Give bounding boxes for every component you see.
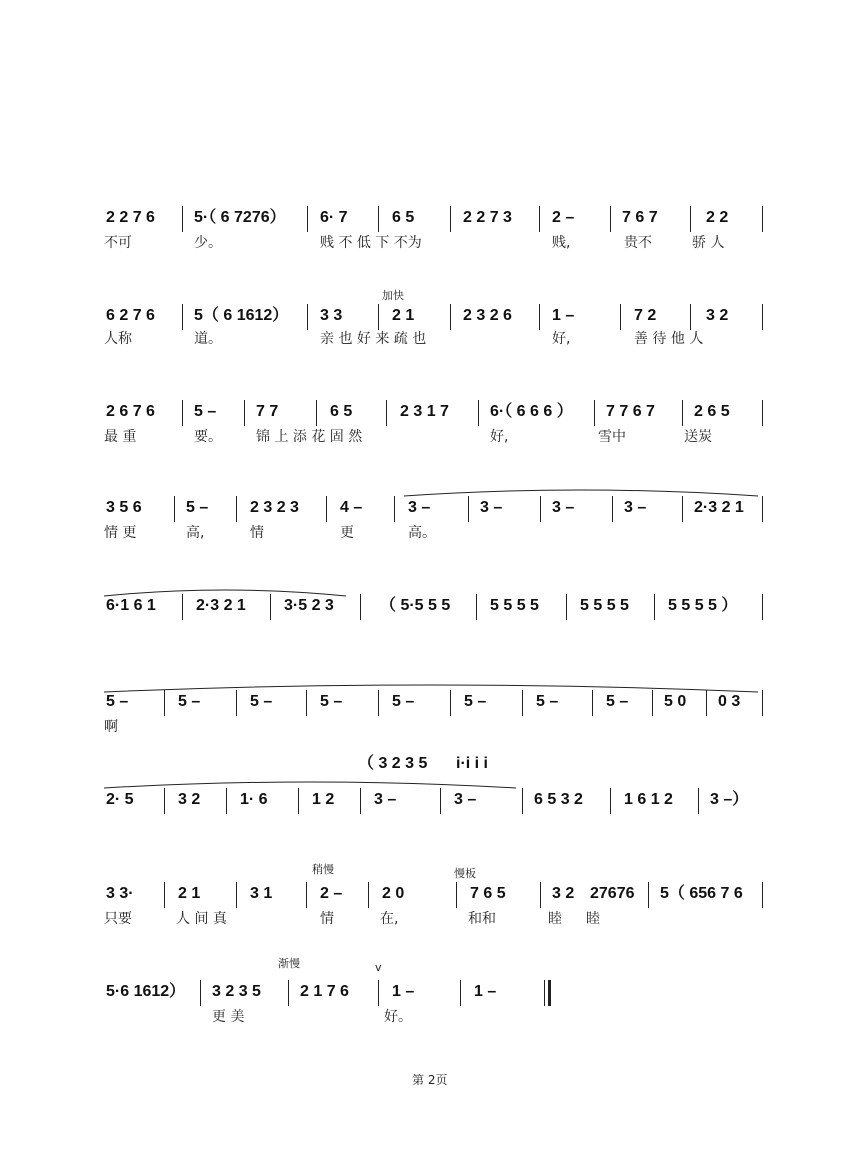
barline	[762, 206, 763, 232]
measure-9-notes: 3 –）	[710, 791, 749, 808]
measure-4-notes: 1 –	[392, 983, 415, 1000]
measure-1-notes: 6·1 6 1	[106, 597, 156, 614]
barline	[164, 690, 165, 716]
barline	[378, 206, 379, 232]
lyric: 亲 也 好 来 疏 也	[320, 331, 427, 347]
barline	[450, 206, 451, 232]
measure-8-notes: 3 –	[624, 499, 647, 516]
barline	[566, 594, 567, 620]
lyric: 啊	[104, 719, 118, 735]
measure-6-notes: 5 5 5 5	[580, 597, 629, 614]
tie-arc	[100, 678, 762, 694]
measure-6-notes: 6·（ 6 6 6 ）	[490, 403, 573, 420]
barline	[594, 400, 595, 426]
lyric: 最 重	[104, 429, 137, 445]
measure-5-notes: 3 –	[374, 791, 397, 808]
barline	[316, 400, 317, 426]
barline	[612, 496, 613, 522]
measure-4-notes: 6 5	[330, 403, 353, 420]
lyric: 更 美	[212, 1009, 245, 1025]
barline	[164, 882, 165, 908]
lyric: 少。	[194, 235, 222, 251]
measure-10-notes: 0 3	[718, 693, 741, 710]
measure-7-notes: 5 5 5 5 ）	[668, 597, 738, 614]
measure-3-notes: 7 7	[256, 403, 279, 420]
measure-2-notes: 5 –	[194, 403, 217, 420]
barline	[762, 882, 763, 908]
lyric: 睦	[586, 911, 600, 927]
lyric: 不可	[104, 235, 132, 251]
measure-3-notes: 6· 7	[320, 209, 348, 226]
lyric: 和和	[468, 911, 496, 927]
lyric: 只要	[104, 911, 132, 927]
barline	[244, 400, 245, 426]
barline	[307, 304, 308, 330]
barline	[478, 400, 479, 426]
measure-9-notes: 2·3 2 1	[694, 499, 744, 516]
measure-2-notes: 5（ 6 1612）	[194, 307, 289, 324]
measure-5-notes: 1 –	[474, 983, 497, 1000]
measure-3-notes: 1· 6	[240, 791, 268, 808]
barline	[368, 882, 369, 908]
lyric: 贵不	[624, 235, 652, 251]
lyric: 高。	[408, 525, 436, 541]
measure-2-notes: 5·（ 6 7276）	[194, 209, 286, 226]
barline	[592, 690, 593, 716]
measure-6-notes: 3 –	[454, 791, 477, 808]
barline	[386, 400, 387, 426]
barline	[378, 980, 379, 1006]
barline	[182, 400, 183, 426]
measure-5-notes: 5 –	[392, 693, 415, 710]
tempo-marking: 稍慢	[312, 863, 334, 876]
lyric: 要。	[194, 429, 222, 445]
barline	[360, 594, 361, 620]
measure-8-notes: 5 –	[606, 693, 629, 710]
lyric: 善 待 他 人	[634, 331, 704, 347]
barline	[450, 690, 451, 716]
barline	[682, 496, 683, 522]
barline	[378, 304, 379, 330]
measure-2-notes: 3 2 3 5	[212, 983, 261, 1000]
barline	[394, 496, 395, 522]
measure-5-notes: 3 –	[408, 499, 431, 516]
tie-arc	[400, 484, 762, 498]
lyric: 在,	[380, 911, 399, 927]
lyric: 好,	[490, 429, 509, 445]
barline	[762, 400, 763, 426]
measure-4-notes: 4 –	[340, 499, 363, 516]
measure-7-notes: 5 –	[536, 693, 559, 710]
measure-9-notes: 5 0	[664, 693, 687, 710]
measure-8-notes: 2 6 5	[694, 403, 730, 420]
measure-4-notes: （ 5·5 5 5	[380, 597, 451, 614]
lyric: 高,	[186, 525, 205, 541]
measure-3-notes: 3 3	[320, 307, 343, 324]
upper-voice-notes: i·i i i	[456, 755, 488, 772]
measure-2-notes: 5 –	[178, 693, 201, 710]
lyric: 睦	[548, 911, 562, 927]
barline	[226, 788, 227, 814]
barline	[306, 882, 307, 908]
lyric: 贱 不 低 下 不为	[320, 235, 422, 251]
measure-3-notes: 5 –	[250, 693, 273, 710]
lyric: 道。	[194, 331, 222, 347]
measure-1-notes: 5·6 1612）	[106, 983, 186, 1000]
measure-1-notes: 2· 5	[106, 791, 134, 808]
measure-1-notes: 2 2 7 6	[106, 209, 155, 226]
measure-1-notes: 2 6 7 6	[106, 403, 155, 420]
page-number: 第 2页	[412, 1073, 448, 1087]
measure-3-notes: 2 3 2 3	[250, 499, 299, 516]
barline	[182, 594, 183, 620]
barline	[200, 980, 201, 1006]
upper-voice-notes: （ 3 2 3 5	[358, 755, 428, 772]
lyric: 锦 上 添 花 固 然	[256, 429, 363, 445]
measure-7-notes: 3 –	[552, 499, 575, 516]
barline	[270, 594, 271, 620]
tempo-marking: 加快	[382, 289, 404, 302]
barline	[456, 882, 457, 908]
tempo-marking: 渐慢	[278, 957, 300, 970]
barline	[610, 788, 611, 814]
measure-2-notes: 2 1	[178, 885, 201, 902]
measure-4-notes: 6 5	[392, 209, 415, 226]
lyric: 情	[250, 525, 264, 541]
measure-5-notes: 2 0	[382, 885, 405, 902]
barline	[610, 206, 611, 232]
barline	[652, 690, 653, 716]
measure-4-notes: 2 1	[392, 307, 415, 324]
measure-4-notes: 1 2	[312, 791, 335, 808]
measure-7-notes: 7 7 6 7	[606, 403, 655, 420]
measure-8-notes: 27676	[590, 885, 635, 902]
lyric: 贱,	[552, 235, 571, 251]
lyric: 雪中	[598, 429, 626, 445]
barline	[690, 304, 691, 330]
measure-7-notes: 6 5 3 2	[534, 791, 583, 808]
measure-6-notes: 7 6 5	[470, 885, 506, 902]
barline	[236, 882, 237, 908]
measure-8-notes: 1 6 1 2	[624, 791, 673, 808]
barline	[682, 400, 683, 426]
lyric: 骄 人	[692, 235, 725, 251]
barline	[762, 304, 763, 330]
barline	[378, 690, 379, 716]
measure-8-notes: 3 2	[706, 307, 729, 324]
measure-6-notes: 5 –	[464, 693, 487, 710]
lyric: 情 更	[104, 525, 137, 541]
barline	[539, 206, 540, 232]
barline	[654, 594, 655, 620]
measure-5-notes: 5 5 5 5	[490, 597, 539, 614]
measure-5-notes: 2 3 1 7	[400, 403, 449, 420]
barline	[648, 882, 649, 908]
measure-7-notes: 7 6 7	[622, 209, 658, 226]
measure-3-notes: 2 1 7 6	[300, 983, 349, 1000]
measure-2-notes: 5 –	[186, 499, 209, 516]
lyric: 人称	[104, 331, 132, 347]
barline	[164, 788, 165, 814]
measure-2-notes: 3 2	[178, 791, 201, 808]
barline	[762, 594, 763, 620]
tempo-marking: 慢板	[454, 867, 476, 880]
barline	[182, 304, 183, 330]
final-barline-thin	[544, 980, 545, 1006]
barline	[307, 206, 308, 232]
barline	[620, 304, 621, 330]
lyric: 人 间 真	[176, 911, 227, 927]
measure-8-notes: 2 2	[706, 209, 729, 226]
barline	[540, 882, 541, 908]
measure-1-notes: 5 –	[106, 693, 129, 710]
measure-7-notes: 3 2	[552, 885, 575, 902]
tie-arc	[100, 584, 350, 598]
lyric: 送炭	[684, 429, 712, 445]
measure-7-notes: 7 2	[634, 307, 657, 324]
barline	[522, 788, 523, 814]
barline	[360, 788, 361, 814]
barline	[326, 496, 327, 522]
barline	[460, 980, 461, 1006]
measure-5-notes: 2 2 7 3	[463, 209, 512, 226]
barline	[288, 980, 289, 1006]
barline	[476, 594, 477, 620]
barline	[236, 690, 237, 716]
barline	[182, 206, 183, 232]
lyric: 情	[320, 911, 334, 927]
barline	[298, 788, 299, 814]
measure-9-notes: 5（ 656 7 6	[660, 885, 743, 902]
barline	[522, 690, 523, 716]
barline	[762, 496, 763, 522]
barline	[174, 496, 175, 522]
tie-arc	[100, 776, 520, 790]
measure-3-notes: 3·5 2 3	[284, 597, 334, 614]
barline	[450, 304, 451, 330]
measure-6-notes: 1 –	[552, 307, 575, 324]
breath-mark: v	[375, 961, 382, 974]
measure-5-notes: 2 3 2 6	[463, 307, 512, 324]
measure-3-notes: 3 1	[250, 885, 273, 902]
barline	[236, 496, 237, 522]
barline	[762, 690, 763, 716]
measure-4-notes: 2 –	[320, 885, 343, 902]
lyric: 更	[340, 525, 354, 541]
barline	[690, 206, 691, 232]
barline	[706, 690, 707, 716]
final-barline-thick	[548, 980, 551, 1006]
measure-6-notes: 3 –	[480, 499, 503, 516]
measure-1-notes: 3 5 6	[106, 499, 142, 516]
measure-1-notes: 6 2 7 6	[106, 307, 155, 324]
measure-6-notes: 2 –	[552, 209, 575, 226]
barline	[539, 304, 540, 330]
lyric: 好,	[552, 331, 571, 347]
barline	[698, 788, 699, 814]
measure-4-notes: 5 –	[320, 693, 343, 710]
barline	[440, 788, 441, 814]
barline	[468, 496, 469, 522]
lyric: 好。	[384, 1009, 412, 1025]
measure-1-notes: 3 3·	[106, 885, 134, 902]
barline	[306, 690, 307, 716]
measure-2-notes: 2·3 2 1	[196, 597, 246, 614]
barline	[540, 496, 541, 522]
